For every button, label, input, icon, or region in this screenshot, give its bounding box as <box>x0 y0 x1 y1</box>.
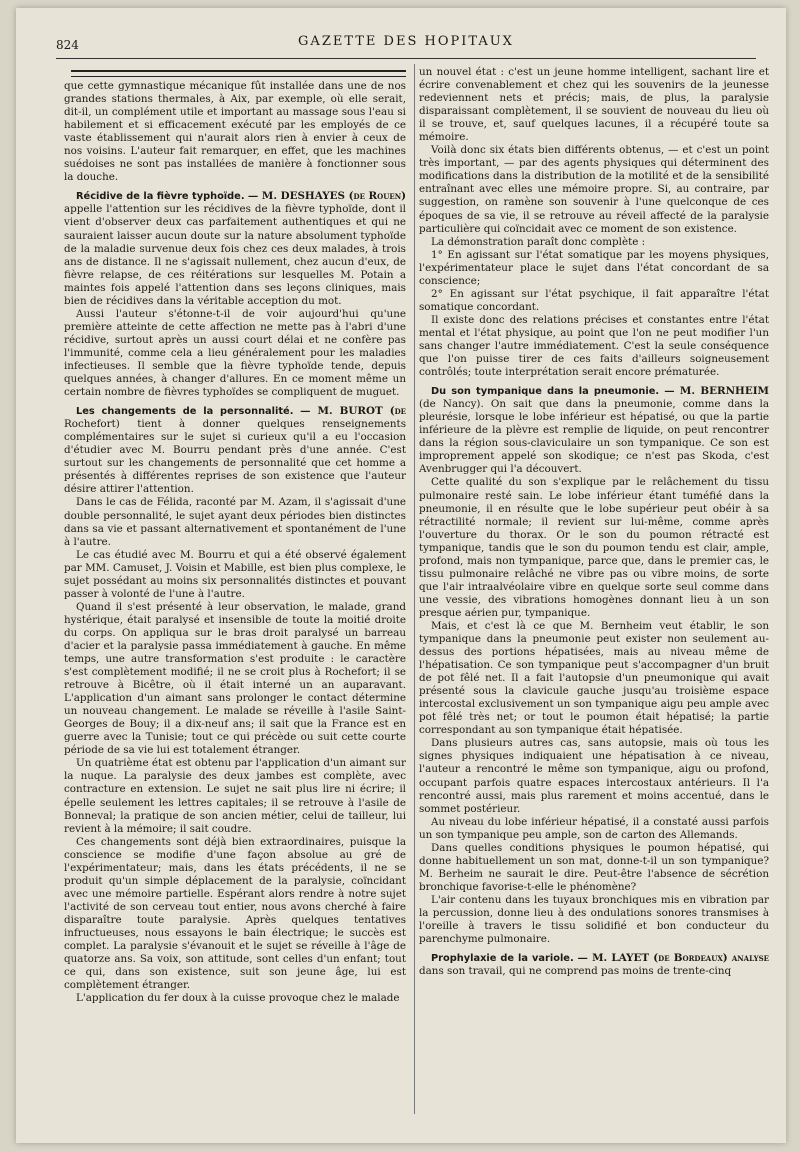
section-text: Rochefort) tient à donner quelques renseignements complémentaires sur le sujet si curieux qu'il a eu l'occasion d'étudier avec M. Bourru pendant près d'une année. C'est surtout sur les changements de personnalité que cet homme a présentés à différentes reprises de son existence que l'auteur désire attirer l'attention. <box>64 418 406 496</box>
section-son-tympanique <box>419 385 769 476</box>
newspaper-page <box>16 8 786 1143</box>
section-author: — M. LAYET (de Bordeaux) analyse <box>577 952 769 965</box>
section-author: — M. BERNHEIM <box>664 385 769 398</box>
section-recidive <box>64 190 406 307</box>
paragraph: Aussi l'auteur s'étonne-t-il de voir aujourd'hui qu'une première atteinte de cette affection ne mette pas à l'abri d'une récidive, surtout après un aussi court délai et ne confère pas l'immunité, comme cela a lieu généralement pour les maladies infectieuses. Il semble que la fièvre typhoïde tende, depuis quelques années, à changer d'allures. En ce moment même un certain nombre de fièvres typhoïdes se compliquent de muguet. <box>64 307 406 399</box>
right-column <box>419 66 769 1101</box>
paragraph: L'application du fer doux à la cuisse provoque chez le malade <box>76 992 400 1005</box>
paragraph: Dans quelles conditions physiques le poumon hépatisé, qui donne habituellement un son mat, donne-t-il un son tympanique? M. Berheim ne saurait le dire. Peut-être l'absence de sécrétion bronchique favorise-t-elle le phénomène? <box>419 841 769 893</box>
paragraph: Voilà donc six états bien différents obtenus, — et c'est un point très important, — par des agents physiques qui déterminent des modifications dans la distribution de la motilité et de la sensibilité entraînant avec elles une mémoire propre. Si, au contraire, par suggestion, on ramène son souvenir à l'une quelconque de ces époques de sa vie, il se retrouve au réveil affecté de la paralysie particulière qui coïncidait avec ce moment de son existence. <box>419 144 769 235</box>
left-column <box>64 80 406 1115</box>
paragraph: Dans le cas de Félida, raconté par M. Azam, il s'agissait d'une double personnalité, le sujet ayant deux périodes bien distinctes dans sa vie et passant alternativement et spontanément de l'une à l'autre. <box>64 496 406 548</box>
section-author: — M. DESHAYES (de Rouen) <box>247 190 406 203</box>
page-header <box>56 28 756 59</box>
paragraph: Il existe donc des relations précises et constantes entre l'état mental et l'état physique, au point que l'on ne peut modifier l'un sans changer l'autre immédiatement. C'est la seule conséquence que l'on puisse tirer de ces faits d'ailleurs soigneusement contrôlés; toute interprétation serait encore prématurée. <box>419 313 769 379</box>
section-text: (de Nancy). On sait que dans la pneumonie, comme dans la pleurésie, lorsque le lobe inférieur est hépatisé, ou que la partie inférieure de la plèvre est remplie de liquide, on peut rencontrer dans la région sous-claviculaire un son tympanique. Ce son est improprement appelé son skodique; ce n'est pas Skoda, c'est Avenbrugger qui l'a découvert. <box>419 398 769 476</box>
paragraph: Quand il s'est présenté à leur observation, le malade, grand hystérique, était paralysé et insensible de toute la moitié droite du corps. On appliqua sur le bras droit paralysé un barreau d'acier et la paralysie passa immédiatement à gauche. En même temps, une autre transformation s'est produite : le caractère s'est complètement modifié; il ne se croit plus à Rochefort; il se retrouve à Bicêtre, où il était interné un an auparavant. L'application d'un aimant sans prolonger le contact détermine un nouveau changement. Le malade se réveille à l'asile Saint-Georges de Bouy; il a dix-neuf ans; il sait que la France est en guerre avec la Tunisie; tout ce qui précède ou suit cette courte période de sa vie lui est totalement étranger. <box>64 600 406 757</box>
section-heading: Récidive de la fièvre typhoïde. <box>76 191 245 203</box>
section-text: appelle l'attention sur les récidives de la fièvre typhoïde, dont il vient d'observer deux cas parfaitement authentiques et qui ne sauraient laisser aucun doute sur la nature absolument typhoïde de la maladie survenue deux fois chez ces deux malades, à trois ans de distance. Il ne s'agissait nullement, chez aucun d'eux, de fièvre relapse, de ces réitérations sur lesquelles M. Potain a maintes fois appelé l'attention dans ses leçons cliniques, mais bien de récidives dans la véritable acception du mot. <box>64 203 406 307</box>
paragraph: 1° En agissant sur l'état somatique par les moyens physiques, l'expérimentateur place le sujet dans l'état concordant de sa conscience; <box>419 248 769 287</box>
section-heading: Les changements de la personnalité. <box>76 406 294 418</box>
paragraph: Un quatrième état est obtenu par l'application d'un aimant sur la nuque. La paralysie des deux jambes est complète, avec contracture en extension. Le sujet ne sait plus lire ni écrire; il épelle seulement les lettres capitales; il se retrouve à l'asile de Bonneval; la pratique de son ancien métier, celui de tailleur, lui revient à la mémoire; il sait coudre. <box>64 757 406 835</box>
column-separator <box>414 64 415 1114</box>
paragraph: Mais, et c'est là ce que M. Bernheim veut établir, le son tympanique dans la pneumonie peut exister non seulement au-dessus des portions hépatisées, mais au niveau même de l'hépatisation. Ce son tympanique peut s'accompagner d'un bruit de pot fêlé net. Il a fait l'autopsie d'un pneumonique qui avait présenté sous la clavicule gauche jusqu'au troisième espace intercostal exclusivement un son tympanique aigu peu ample avec pot fêlé très net; or tout le poumon était hépatisé; la partie correspondant au son tympanique était hépatisée. <box>419 619 769 737</box>
section-heading: Prophylaxie de la variole. <box>431 953 574 965</box>
section-heading: Du son tympanique dans la pneumonie. <box>431 386 660 398</box>
paragraph: 2° En agissant sur l'état psychique, il fait apparaître l'état somatique concordant. <box>419 287 769 313</box>
section-variole <box>419 952 769 978</box>
section-text: dans son travail, qui ne comprend pas moins de trente-cinq <box>419 965 732 978</box>
paragraph: La démonstration paraît donc complète : <box>431 235 646 248</box>
section-rule <box>71 70 406 72</box>
journal-title: GAZETTE DES HOPITAUX <box>298 34 514 49</box>
section-author: — M. BUROT (de <box>300 405 406 418</box>
section-rule-thin <box>71 76 406 77</box>
paragraph: L'air contenu dans les tuyaux bronchiques mis en vibration par la percussion, donne lieu à des ondulations sonores transmises à l'oreille à travers le tissu solidifié et bon conducteur du parenchyme pulmonaire. <box>419 893 769 946</box>
paragraph: Cette qualité du son s'explique par le relâchement du tissu pulmonaire resté sain. Le lobe inférieur étant tuméfié dans la pneumonie, il en résulte que le lobe supérieur peut obéir à sa rétractilité normale; il revient sur lui-même, comme après l'ouverture du thorax. Or le son du poumon rétracté est tympanique, tandis que le son du poumon tendu est clair, ample, profond, mais non tympanique, parce que, dans le premier cas, le tissu pulmonaire relâché ne vibre pas ou vibre moins, de sorte que l'air intraalvéolaire vibre en quelque sorte seul comme dans une vessie, des vibrations homogènes donnant lieu à un son presque aérien pur, tympanique. <box>419 476 769 619</box>
paragraph: Le cas étudié avec M. Bourru et qui a été observé également par MM. Camuset, J. Voisin et Mabille, est bien plus complexe, le sujet possédant au moins six personnalités distinctes et pouvant passer à volonté de l'une à l'autre. <box>64 548 406 600</box>
paragraph: Dans plusieurs autres cas, sans autopsie, mais où tous les signes physiques indiquaient une hépatisation à ce niveau, l'auteur a rencontré le même son tympanique, aigu ou profond, occupant parfois quatre espaces intercostaux antérieurs. Il l'a rencontré aussi, mais plus rarement et moins accentué, dans le sommet postérieur. <box>419 737 769 815</box>
section-personnalite <box>64 405 406 496</box>
page-number: 824 <box>56 38 79 52</box>
paragraph: Au niveau du lobe inférieur hépatisé, il a constaté aussi parfois un son tympanique peu ample, son de carton des Allemands. <box>419 815 769 841</box>
paragraph: un nouvel état : c'est un jeune homme intelligent, sachant lire et écrire convenablement et chez qui les souvenirs de la jeunesse redeviennent nets et précis; mais, de plus, la paralysie disparaissant complètement, il se souvient de nouveau du lieu où il se trouve, et, sauf quelques lacunes, il a récupéré toute sa mémoire. <box>419 66 769 144</box>
paragraph: Ces changements sont déjà bien extraordinaires, puisque la conscience se modifie d'une façon absolue au gré de l'expérimentateur; mais, dans les états précédents, il ne se produit qu'un simple déplacement de la paralysie, coïncidant avec une mémoire partielle. Espérant alors rendre à notre sujet l'activité de son cerveau tout entier, nous avons cherché à faire disparaître toute paralysie. Après quelques tentatives infructueuses, nous essayons le bain électrique; le succès est complet. La paralysie s'évanouit et le sujet se réveille à l'âge de quatorze ans. Sa voix, son attitude, sont celles d'un enfant; tout ce qui, dans son existence, suit son jeune âge, lui est complètement étranger. <box>64 835 406 992</box>
paragraph: que cette gymnastique mécanique fût installée dans une de nos grandes stations thermales, à Aix, par exemple, où elle serait, dit-il, un complément utile et important au massage sous l'eau si habilement et si efficacement exécuté par les employés de ce vaste établissement qui n'aurait alors rien à envier à ceux de nos voisins. L'auteur fait remarquer, en effet, que les machines suédoises ne sont pas installées de manière à fonctionner sous la douche. <box>64 80 406 184</box>
